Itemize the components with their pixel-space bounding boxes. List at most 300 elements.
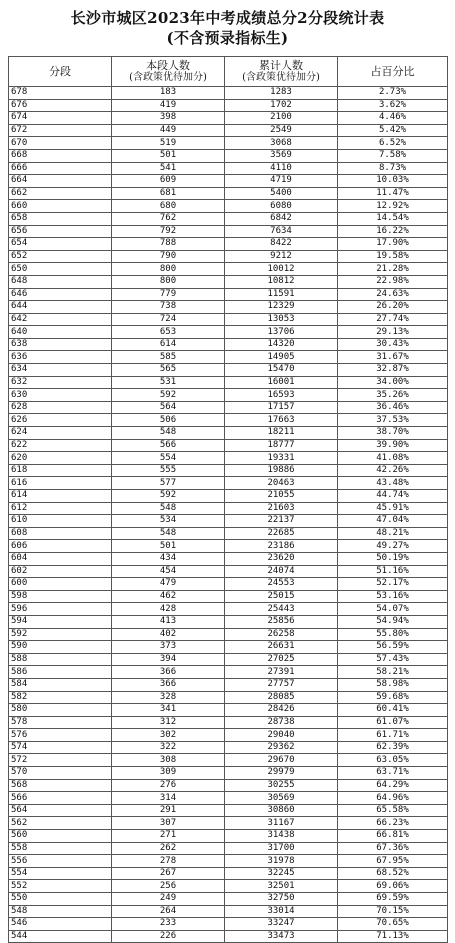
cell-segment-count: 738 [112,301,225,314]
cell-percentage: 49.27% [338,540,448,553]
cell-segment-count: 454 [112,565,225,578]
cell-segment-count: 366 [112,678,225,691]
cell-segment-count: 249 [112,893,225,906]
cell-cumulative-count: 16001 [225,376,338,389]
cell-percentage: 70.65% [338,918,448,931]
cell-segment-count: 531 [112,376,225,389]
cell-percentage: 61.71% [338,729,448,742]
document-title: 长沙市城区2023年中考成绩总分2分段统计表 [70,9,385,27]
table-row [9,666,448,679]
table-row [9,200,448,213]
cell-percentage: 69.06% [338,880,448,893]
cell-score: 642 [9,313,112,326]
cell-cumulative-count: 15470 [225,364,338,377]
cell-segment-count: 800 [112,263,225,276]
cell-percentage: 63.71% [338,767,448,780]
cell-segment-count: 449 [112,124,225,137]
table-row [9,376,448,389]
cell-cumulative-count: 26631 [225,641,338,654]
cell-segment-count: 434 [112,552,225,565]
cell-cumulative-count: 18211 [225,427,338,440]
cell-score: 584 [9,678,112,691]
cell-cumulative-count: 32750 [225,893,338,906]
cell-percentage: 14.54% [338,212,448,225]
cell-cumulative-count: 32501 [225,880,338,893]
cell-score: 644 [9,301,112,314]
table-row [9,754,448,767]
cell-cumulative-count: 24553 [225,578,338,591]
table-row [9,313,448,326]
cell-score: 624 [9,427,112,440]
cell-score: 660 [9,200,112,213]
table-row [9,187,448,200]
cell-segment-count: 534 [112,515,225,528]
cell-percentage: 36.46% [338,401,448,414]
cell-percentage: 52.17% [338,578,448,591]
cell-cumulative-count: 31700 [225,842,338,855]
cell-cumulative-count: 18777 [225,439,338,452]
table-row [9,741,448,754]
cell-cumulative-count: 30569 [225,792,338,805]
cell-cumulative-count: 19331 [225,452,338,465]
table-row [9,817,448,830]
cell-score: 592 [9,628,112,641]
cell-score: 634 [9,364,112,377]
cell-cumulative-count: 20463 [225,477,338,490]
table-row [9,578,448,591]
cell-percentage: 54.07% [338,603,448,616]
cell-score: 560 [9,830,112,843]
table-row [9,351,448,364]
cell-cumulative-count: 4719 [225,175,338,188]
cell-percentage: 8.73% [338,162,448,175]
cell-percentage: 5.42% [338,124,448,137]
cell-cumulative-count: 25015 [225,590,338,603]
table-row [9,464,448,477]
cell-percentage: 35.26% [338,389,448,402]
table-row [9,389,448,402]
cell-cumulative-count: 29979 [225,767,338,780]
cell-segment-count: 564 [112,401,225,414]
cell-score: 612 [9,502,112,515]
cell-cumulative-count: 12329 [225,301,338,314]
header-segment-count-note: (含政策优待加分) [129,71,207,83]
cell-score: 670 [9,137,112,150]
table-row [9,275,448,288]
cell-percentage: 68.52% [338,867,448,880]
cell-percentage: 69.59% [338,893,448,906]
cell-score: 588 [9,653,112,666]
cell-percentage: 11.47% [338,187,448,200]
cell-percentage: 61.07% [338,716,448,729]
cell-cumulative-count: 6842 [225,212,338,225]
cell-score: 610 [9,515,112,528]
cell-percentage: 30.43% [338,338,448,351]
cell-score: 594 [9,615,112,628]
table-row [9,414,448,427]
table-row [9,527,448,540]
cell-cumulative-count: 13706 [225,326,338,339]
cell-percentage: 63.05% [338,754,448,767]
table-row [9,855,448,868]
cell-score: 570 [9,767,112,780]
cell-score: 622 [9,439,112,452]
cell-cumulative-count: 21055 [225,490,338,503]
header-cumulative-count-note: (含政策优待加分) [242,71,320,83]
table-row [9,490,448,503]
cell-segment-count: 428 [112,603,225,616]
table-row [9,603,448,616]
cell-score: 656 [9,225,112,238]
cell-segment-count: 614 [112,338,225,351]
cell-segment-count: 501 [112,540,225,553]
table-row [9,792,448,805]
cell-percentage: 26.20% [338,301,448,314]
cell-score: 586 [9,666,112,679]
cell-score: 576 [9,729,112,742]
cell-segment-count: 788 [112,238,225,251]
cell-score: 650 [9,263,112,276]
cell-cumulative-count: 33247 [225,918,338,931]
cell-score: 546 [9,918,112,931]
cell-score: 556 [9,855,112,868]
cell-cumulative-count: 33014 [225,905,338,918]
cell-segment-count: 792 [112,225,225,238]
cell-segment-count: 302 [112,729,225,742]
cell-score: 572 [9,754,112,767]
cell-segment-count: 800 [112,275,225,288]
cell-percentage: 37.53% [338,414,448,427]
cell-cumulative-count: 10812 [225,275,338,288]
cell-segment-count: 609 [112,175,225,188]
cell-segment-count: 548 [112,502,225,515]
cell-segment-count: 419 [112,99,225,112]
table-row [9,565,448,578]
cell-segment-count: 681 [112,187,225,200]
cell-percentage: 71.13% [338,930,448,943]
table-body [9,87,448,943]
cell-cumulative-count: 27757 [225,678,338,691]
table-row [9,716,448,729]
table-row [9,641,448,654]
cell-cumulative-count: 33473 [225,930,338,943]
cell-score: 544 [9,930,112,943]
cell-percentage: 67.95% [338,855,448,868]
cell-percentage: 38.70% [338,427,448,440]
cell-score: 548 [9,905,112,918]
table-row [9,515,448,528]
table-row [9,124,448,137]
cell-segment-count: 565 [112,364,225,377]
table-row [9,867,448,880]
cell-score: 582 [9,691,112,704]
cell-percentage: 10.03% [338,175,448,188]
cell-percentage: 58.98% [338,678,448,691]
table-row [9,439,448,452]
cell-score: 654 [9,238,112,251]
cell-score: 664 [9,175,112,188]
cell-percentage: 39.90% [338,439,448,452]
table-row [9,162,448,175]
cell-segment-count: 592 [112,389,225,402]
cell-segment-count: 541 [112,162,225,175]
cell-cumulative-count: 29362 [225,741,338,754]
cell-cumulative-count: 7634 [225,225,338,238]
cell-cumulative-count: 22137 [225,515,338,528]
table-row [9,477,448,490]
cell-segment-count: 264 [112,905,225,918]
cell-score: 636 [9,351,112,364]
cell-score: 578 [9,716,112,729]
cell-segment-count: 271 [112,830,225,843]
cell-segment-count: 724 [112,313,225,326]
cell-percentage: 31.67% [338,351,448,364]
cell-percentage: 12.92% [338,200,448,213]
cell-segment-count: 226 [112,930,225,943]
cell-percentage: 27.74% [338,313,448,326]
cell-percentage: 24.63% [338,288,448,301]
table-row [9,338,448,351]
cell-percentage: 50.19% [338,552,448,565]
cell-cumulative-count: 22685 [225,527,338,540]
cell-segment-count: 233 [112,918,225,931]
cell-segment-count: 312 [112,716,225,729]
cell-percentage: 66.23% [338,817,448,830]
table-row [9,99,448,112]
cell-segment-count: 366 [112,666,225,679]
cell-percentage: 54.94% [338,615,448,628]
cell-score: 580 [9,704,112,717]
cell-cumulative-count: 31167 [225,817,338,830]
table-row [9,250,448,263]
cell-percentage: 56.59% [338,641,448,654]
cell-segment-count: 322 [112,741,225,754]
cell-cumulative-count: 17157 [225,401,338,414]
cell-score: 604 [9,552,112,565]
cell-segment-count: 373 [112,641,225,654]
table-row [9,704,448,717]
cell-score: 646 [9,288,112,301]
cell-percentage: 6.52% [338,137,448,150]
cell-cumulative-count: 1702 [225,99,338,112]
cell-cumulative-count: 23620 [225,552,338,565]
cell-segment-count: 328 [112,691,225,704]
table-row [9,238,448,251]
cell-segment-count: 394 [112,653,225,666]
cell-percentage: 22.98% [338,275,448,288]
table-row [9,590,448,603]
table-row [9,364,448,377]
cell-cumulative-count: 30860 [225,804,338,817]
cell-percentage: 17.90% [338,238,448,251]
table-row [9,628,448,641]
table-row [9,729,448,742]
table-row [9,678,448,691]
cell-percentage: 65.58% [338,804,448,817]
header-segment-count [112,57,225,87]
cell-cumulative-count: 31978 [225,855,338,868]
cell-cumulative-count: 11591 [225,288,338,301]
cell-score: 626 [9,414,112,427]
table-row [9,212,448,225]
cell-cumulative-count: 28738 [225,716,338,729]
table-row [9,401,448,414]
cell-cumulative-count: 21603 [225,502,338,515]
table-row [9,326,448,339]
cell-cumulative-count: 17663 [225,414,338,427]
cell-score: 598 [9,590,112,603]
table-row [9,87,448,100]
cell-segment-count: 577 [112,477,225,490]
cell-percentage: 34.00% [338,376,448,389]
table-row [9,427,448,440]
cell-segment-count: 555 [112,464,225,477]
cell-percentage: 44.74% [338,490,448,503]
cell-segment-count: 762 [112,212,225,225]
cell-cumulative-count: 32245 [225,867,338,880]
cell-score: 564 [9,804,112,817]
score-distribution-table [8,56,448,943]
cell-percentage: 66.81% [338,830,448,843]
header-segment-count-label: 本段人数 [146,58,190,72]
cell-segment-count: 566 [112,439,225,452]
cell-score: 638 [9,338,112,351]
cell-percentage: 45.91% [338,502,448,515]
table-row [9,615,448,628]
cell-score: 658 [9,212,112,225]
cell-percentage: 58.21% [338,666,448,679]
header-percentage-label: 占百分比 [370,64,415,78]
cell-score: 606 [9,540,112,553]
cell-percentage: 21.28% [338,263,448,276]
table-row [9,175,448,188]
cell-percentage: 47.04% [338,515,448,528]
cell-cumulative-count: 27391 [225,666,338,679]
cell-segment-count: 341 [112,704,225,717]
cell-percentage: 29.13% [338,326,448,339]
header-score-range [9,57,112,87]
cell-percentage: 19.58% [338,250,448,263]
cell-cumulative-count: 25443 [225,603,338,616]
cell-score: 616 [9,477,112,490]
cell-percentage: 67.36% [338,842,448,855]
cell-percentage: 42.26% [338,464,448,477]
table-row [9,149,448,162]
cell-score: 630 [9,389,112,402]
cell-cumulative-count: 28426 [225,704,338,717]
cell-cumulative-count: 19886 [225,464,338,477]
cell-segment-count: 519 [112,137,225,150]
cell-cumulative-count: 2100 [225,112,338,125]
table-row [9,653,448,666]
cell-percentage: 64.29% [338,779,448,792]
cell-segment-count: 501 [112,149,225,162]
table-row [9,905,448,918]
cell-percentage: 70.15% [338,905,448,918]
cell-segment-count: 506 [112,414,225,427]
cell-percentage: 57.43% [338,653,448,666]
cell-score: 614 [9,490,112,503]
table-row [9,112,448,125]
table-row [9,893,448,906]
cell-segment-count: 548 [112,427,225,440]
cell-cumulative-count: 28085 [225,691,338,704]
cell-segment-count: 680 [112,200,225,213]
cell-cumulative-count: 29040 [225,729,338,742]
cell-segment-count: 278 [112,855,225,868]
cell-score: 668 [9,149,112,162]
cell-percentage: 41.08% [338,452,448,465]
cell-percentage: 60.41% [338,704,448,717]
cell-segment-count: 398 [112,112,225,125]
cell-segment-count: 585 [112,351,225,364]
cell-score: 652 [9,250,112,263]
cell-cumulative-count: 31438 [225,830,338,843]
header-percentage [338,57,448,87]
cell-percentage: 51.16% [338,565,448,578]
cell-score: 600 [9,578,112,591]
cell-score: 562 [9,817,112,830]
cell-segment-count: 554 [112,452,225,465]
cell-score: 662 [9,187,112,200]
table-row [9,842,448,855]
cell-cumulative-count: 14905 [225,351,338,364]
cell-segment-count: 314 [112,792,225,805]
cell-segment-count: 256 [112,880,225,893]
table-row [9,263,448,276]
table-row [9,830,448,843]
cell-cumulative-count: 6080 [225,200,338,213]
cell-cumulative-count: 10012 [225,263,338,276]
cell-score: 590 [9,641,112,654]
cell-percentage: 53.16% [338,590,448,603]
cell-score: 672 [9,124,112,137]
cell-cumulative-count: 29670 [225,754,338,767]
cell-percentage: 4.46% [338,112,448,125]
cell-cumulative-count: 1283 [225,87,338,100]
cell-cumulative-count: 23186 [225,540,338,553]
table-row [9,767,448,780]
document-subtitle: (不含预录指标生) [166,29,289,47]
cell-segment-count: 402 [112,628,225,641]
header-cumulative-count-label: 累计人数 [259,58,303,72]
cell-segment-count: 309 [112,767,225,780]
cell-cumulative-count: 25856 [225,615,338,628]
table-row [9,288,448,301]
cell-segment-count: 779 [112,288,225,301]
cell-score: 674 [9,112,112,125]
cell-score: 640 [9,326,112,339]
header-cumulative-count [225,57,338,87]
table-row [9,225,448,238]
table-row [9,552,448,565]
cell-segment-count: 790 [112,250,225,263]
cell-score: 554 [9,867,112,880]
cell-cumulative-count: 13053 [225,313,338,326]
cell-score: 574 [9,741,112,754]
cell-score: 550 [9,893,112,906]
cell-percentage: 62.39% [338,741,448,754]
cell-percentage: 3.62% [338,99,448,112]
cell-percentage: 59.68% [338,691,448,704]
table-row [9,301,448,314]
table-row [9,779,448,792]
cell-percentage: 55.80% [338,628,448,641]
cell-score: 678 [9,87,112,100]
table-row [9,804,448,817]
cell-percentage: 16.22% [338,225,448,238]
cell-segment-count: 307 [112,817,225,830]
